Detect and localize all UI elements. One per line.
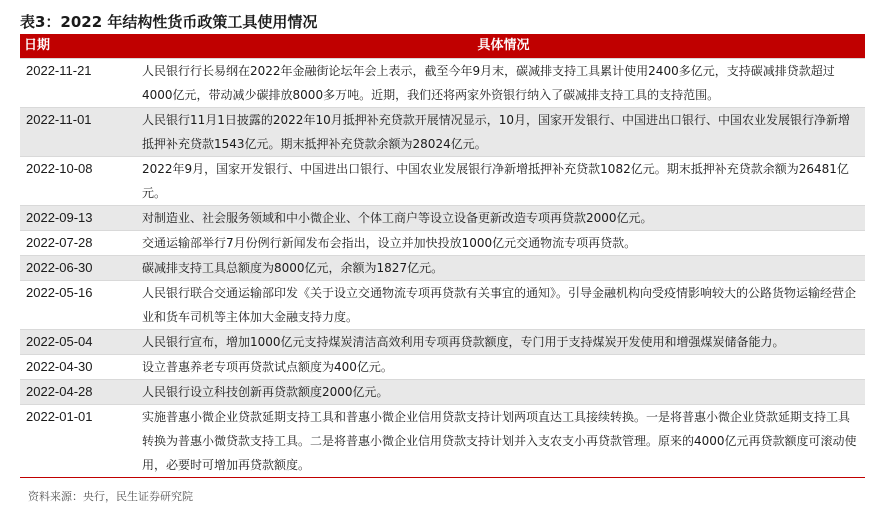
row-detail: 人民银行设立科技创新再贷款额度2000亿元。 <box>142 385 389 399</box>
table-header <box>20 34 865 58</box>
header-detail: 具体情况 <box>477 38 530 53</box>
table-row <box>20 354 865 379</box>
row-detail: 人民银行行长易纲在2022年金融街论坛年会上表示，截至今年9月末，碳减排支持工具累计使用2400多亿元，支持碳减排贷款超过4000亿元，带动减少碳排放8000多万吨。近期，我们还将两家外资银行纳入了碳减排支持工具的支持范围。 <box>142 64 835 102</box>
row-date: 2022-07-28 <box>26 235 93 250</box>
table-title: 表3：2022 年结构性货币政策工具使用情况 <box>20 13 318 31</box>
table-row <box>20 280 865 329</box>
source-note: 资料来源：央行，民生证券研究院 <box>28 490 193 503</box>
table-row <box>20 255 865 280</box>
row-detail: 实施普惠小微企业贷款延期支持工具和普惠小微企业信用贷款支持计划两项直达工具接续转换。一是将普惠小微企业贷款延期支持工具转换为普惠小微贷款支持工具。二是将普惠小微企业信用贷款支持计划并入支农支小再贷款管理。原来的4000亿元再贷款额度可滚动使用，必要时可增加再贷款额度。 <box>142 410 857 472</box>
header-date: 日期 <box>24 38 51 53</box>
row-date: 2022-01-01 <box>26 409 93 424</box>
row-date: 2022-11-01 <box>26 112 92 127</box>
row-detail: 人民银行11月1日披露的2022年10月抵押补充贷款开展情况显示，10月，国家开发银行、中国进出口银行、中国农业发展银行净新增抵押补充贷款1543亿元。期末抵押补充贷款余额为28024亿元。 <box>142 113 850 151</box>
table-row <box>20 156 865 205</box>
row-date: 2022-09-13 <box>26 210 93 225</box>
row-date: 2022-05-16 <box>26 285 93 300</box>
row-date: 2022-04-28 <box>26 384 93 399</box>
policy-table <box>20 34 865 478</box>
row-detail: 对制造业、社会服务领域和中小微企业、个体工商户等设立设备更新改造专项再贷款2000亿元。 <box>142 211 653 225</box>
row-date: 2022-10-08 <box>26 161 93 176</box>
row-date: 2022-04-30 <box>26 359 93 374</box>
table-row <box>20 205 865 230</box>
row-detail: 人民银行联合交通运输部印发《关于设立交通物流专项再贷款有关事宜的通知》。引导金融机构向受疫情影响较大的公路货物运输经营企业和货车司机等主体加大金融支持力度。 <box>142 286 857 324</box>
row-date: 2022-06-30 <box>26 260 93 275</box>
table-row <box>20 107 865 156</box>
table-row <box>20 404 865 477</box>
row-detail: 交通运输部举行7月份例行新闻发布会指出，设立并加快投放1000亿元交通物流专项再贷款。 <box>142 236 637 250</box>
table-row <box>20 329 865 354</box>
table-row <box>20 230 865 255</box>
row-detail: 人民银行宣布，增加1000亿元支持煤炭清洁高效利用专项再贷款额度，专门用于支持煤炭开发使用和增强煤炭储备能力。 <box>142 335 785 349</box>
row-detail: 设立普惠养老专项再贷款试点额度为400亿元。 <box>142 360 393 374</box>
row-detail: 碳减排支持工具总额度为8000亿元，余额为1827亿元。 <box>142 261 444 275</box>
row-date: 2022-05-04 <box>26 334 93 349</box>
table-row <box>20 379 865 404</box>
row-date: 2022-11-21 <box>26 63 92 78</box>
table-row <box>20 58 865 107</box>
row-detail: 2022年9月，国家开发银行、中国进出口银行、中国农业发展银行净新增抵押补充贷款1082亿元。期末抵押补充贷款余额为26481亿元。 <box>142 162 849 200</box>
